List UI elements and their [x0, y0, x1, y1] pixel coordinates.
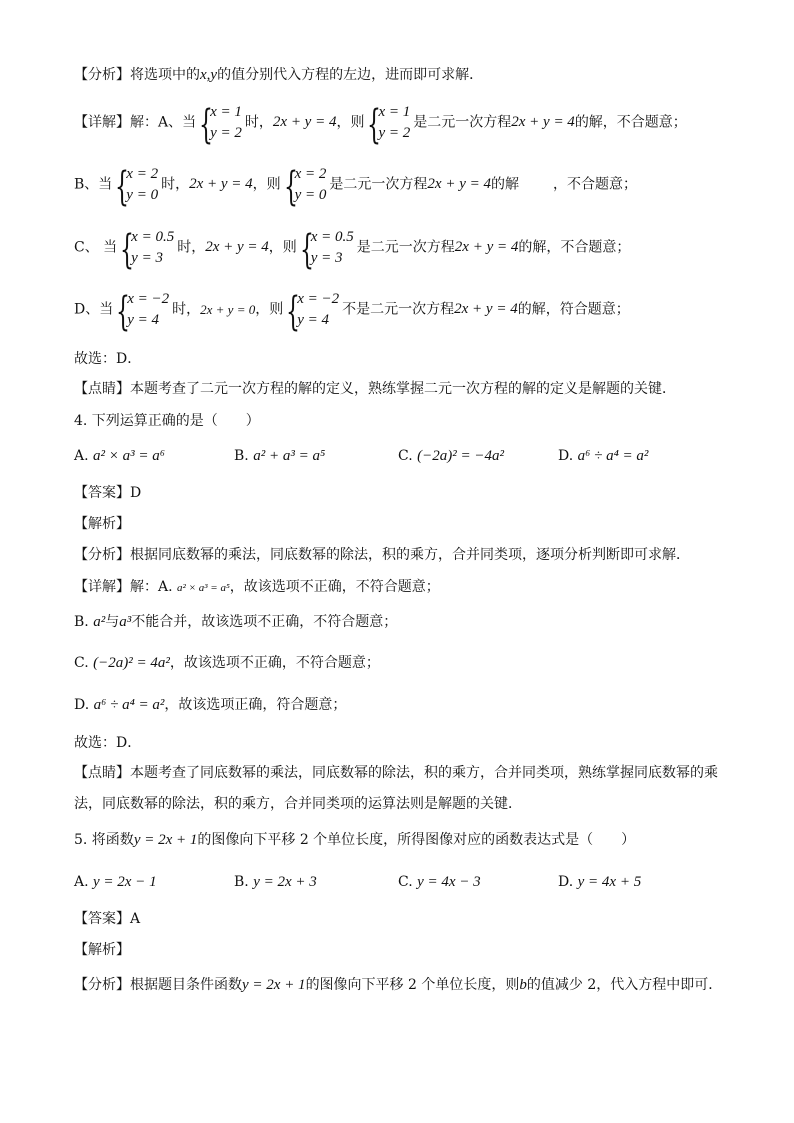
- text: 【解析】: [74, 516, 130, 532]
- math: 2x + y = 4: [511, 114, 575, 130]
- equation-system: { x = −2 y = 4: [116, 289, 170, 335]
- math: x = 1: [378, 104, 411, 120]
- equation-system: { x = 1 y = 2: [367, 102, 411, 148]
- text: ，故该选项不正确，不符合题意；: [229, 579, 440, 595]
- math: 2x + y = 4: [205, 239, 269, 255]
- text: 时，: [172, 301, 201, 318]
- q3-comment: [74, 382, 676, 396]
- math: y = 2: [210, 124, 242, 141]
- math: b: [519, 977, 527, 993]
- text: ，不合题意；: [552, 176, 637, 193]
- text: B.: [74, 614, 89, 630]
- text: 根据同底数幂的乘法，同底数幂的除法，积的乘方，合并同类项，逐项分析判断即可求解．: [130, 547, 690, 563]
- math: x,y: [200, 67, 218, 83]
- q4-stem: 4. 下列运算正确的是（ ）: [74, 413, 260, 429]
- answer-label: 【答案】: [74, 485, 130, 501]
- text: 是二元一次方程: [329, 176, 428, 193]
- q4-detail-c: [74, 656, 380, 671]
- text: 将选项中的: [130, 67, 200, 83]
- math: a² × a³ = a⁵: [177, 582, 230, 594]
- q3-detail-a: [74, 102, 687, 148]
- q4-option-b: [234, 449, 325, 464]
- q5-analysis: [74, 978, 722, 993]
- math: a² + a³ = a⁵: [253, 448, 326, 464]
- text: D.: [558, 874, 574, 890]
- math: 2x + y = 4: [272, 114, 337, 130]
- detail-label: 【详解】: [74, 114, 130, 131]
- text: C.: [398, 874, 413, 890]
- q4-answer: [74, 486, 141, 500]
- comment-label: 【点睛】: [74, 381, 130, 397]
- text: D.: [558, 448, 574, 464]
- math: a³: [119, 614, 132, 630]
- math: a⁶ ÷ a⁴ = a²: [577, 448, 649, 464]
- equation-system: { x = 2 y = 0: [283, 164, 327, 210]
- math: y = 2x + 1: [242, 977, 306, 993]
- equation-system: { x = −2 y = 4: [286, 289, 340, 335]
- text: A: [130, 911, 141, 927]
- q3-detail-b: [74, 164, 637, 210]
- q3-analysis-line: [74, 68, 483, 83]
- text: 时，: [244, 114, 273, 131]
- math: y = 2x + 3: [253, 874, 317, 890]
- text: ，则: [336, 114, 365, 131]
- text: 是二元一次方程: [413, 114, 512, 131]
- math: y = 0: [294, 186, 327, 203]
- text: 的值减少 2，代入方程中即可．: [526, 977, 723, 993]
- math: x = 2: [126, 166, 159, 182]
- text: A.: [74, 874, 89, 890]
- text: D、当: [74, 301, 114, 318]
- q4-comment-1: [74, 766, 718, 780]
- text: 的解，符合题意；: [517, 301, 630, 318]
- equation-system: { x = 0.5 y = 3: [120, 227, 175, 273]
- text: 的解，不合题意；: [574, 114, 687, 131]
- q5-option-a: [74, 875, 157, 890]
- math: 2x + y = 4: [189, 176, 253, 192]
- math: y = 2: [378, 124, 411, 141]
- math: y = 0: [126, 186, 159, 203]
- math: y = 4x − 3: [417, 874, 481, 890]
- math: x = 1: [210, 104, 242, 120]
- math: y = 3: [310, 249, 343, 266]
- text: 解：A.: [130, 579, 173, 595]
- q3-detail-d: [74, 289, 630, 335]
- q4-choice: 故选：D．: [74, 735, 142, 751]
- text: ，故该选项不正确，不符合题意；: [169, 655, 380, 671]
- text: 本题考查了同底数幂的乘法，同底数幂的除法，积的乘方，合并同类项，熟练掌握同底数幂的乘: [130, 765, 718, 781]
- math: (−2a)² = −4a²: [417, 448, 504, 464]
- q4-detail-b: [74, 615, 397, 630]
- text: D: [130, 485, 142, 501]
- text: 【解析】: [74, 942, 130, 958]
- text: 【分析】: [74, 977, 130, 993]
- text: 【答案】: [74, 911, 130, 927]
- q4-detail-d: [74, 698, 346, 713]
- text: ，则: [255, 301, 284, 318]
- math: a² × a³ = a⁶: [93, 448, 165, 464]
- math: y = 3: [131, 249, 163, 266]
- text: ，则: [268, 239, 297, 256]
- q4-comment-2: 法，同底数幂的除法，积的乘方，合并同类项的运算法则是解题的关键．: [74, 796, 522, 812]
- text: 的值分别代入方程的左边，进而即可求解．: [217, 67, 484, 83]
- q3-choice: 故选：D．: [74, 351, 142, 367]
- math: a⁶ ÷ a⁴ = a²: [93, 697, 165, 713]
- equation-system: { x = 1 y = 2: [199, 102, 242, 148]
- q4-analysis: [74, 548, 690, 562]
- text: 5. 将函数: [74, 832, 134, 848]
- text: 与: [105, 614, 120, 630]
- text: 的解: [490, 176, 519, 193]
- text: 的图像向下平移 2 个单位长度，所得图像对应的函数表达式是（ ）: [197, 832, 636, 848]
- text: A.: [74, 448, 89, 464]
- q4-option-c: [398, 449, 504, 464]
- math: x = 2: [294, 166, 327, 182]
- math: 2x + y = 4: [427, 176, 491, 192]
- text: 根据题目条件函数: [130, 977, 242, 993]
- text: 【详解】: [74, 579, 130, 595]
- text: 的解，不合题意；: [518, 239, 631, 256]
- text: B.: [234, 448, 249, 464]
- text: 解：A、当: [130, 114, 197, 131]
- text: 不是二元一次方程: [342, 301, 455, 318]
- text: 【分析】: [74, 547, 130, 563]
- math: 2x + y = 0: [200, 302, 256, 317]
- math: y = 4: [127, 311, 160, 328]
- text: 【点睛】: [74, 765, 130, 781]
- math: x = 0.5: [310, 229, 354, 245]
- text: 不能合并，故该选项不正确，不符合题意；: [131, 614, 398, 630]
- q3-detail-c: [74, 227, 631, 273]
- text: C.: [74, 655, 89, 671]
- text: C、 当: [74, 239, 118, 256]
- math: 2x + y = 4: [454, 239, 519, 255]
- text: B、当: [74, 176, 113, 193]
- q5-option-c: [398, 875, 481, 890]
- text: 是二元一次方程: [356, 239, 455, 256]
- q4-detail-a: [74, 580, 440, 594]
- math: 2x + y = 4: [454, 301, 518, 317]
- math: y = 4: [297, 311, 330, 328]
- text: D.: [74, 697, 90, 713]
- q5-option-b: [234, 875, 317, 890]
- text: B.: [234, 874, 249, 890]
- q4-option-a: [74, 449, 165, 464]
- math: x = −2: [297, 291, 340, 307]
- text: 的图像向下平移 2 个单位长度，则: [305, 977, 520, 993]
- q5-solution-label: [74, 943, 130, 957]
- q5-option-d: [558, 875, 641, 890]
- math: y = 2x + 1: [133, 832, 198, 848]
- text: C.: [398, 448, 413, 464]
- q5-answer: [74, 912, 140, 926]
- q4-option-d: [558, 449, 648, 464]
- text: 本题考查了二元一次方程的解的定义，熟练掌握二元一次方程的解的定义是解题的关键．: [130, 381, 676, 397]
- q4-solution-label: [74, 517, 130, 531]
- math: (−2a)² = 4a²: [93, 655, 170, 671]
- text: ，则: [252, 176, 281, 193]
- math: x = −2: [127, 291, 170, 307]
- math: y = 4x + 5: [577, 874, 642, 890]
- text: 时，: [177, 239, 206, 256]
- analysis-label: 【分析】: [74, 67, 130, 83]
- q5-stem: [74, 833, 635, 848]
- math: a²: [93, 614, 106, 630]
- text: ，故该选项正确，符合题意；: [164, 697, 347, 713]
- text: 时，: [161, 176, 190, 193]
- equation-system: { x = 2 y = 0: [115, 164, 159, 210]
- math: y = 2x − 1: [93, 874, 157, 890]
- math: x = 0.5: [131, 229, 175, 245]
- equation-system: { x = 0.5 y = 3: [299, 227, 354, 273]
